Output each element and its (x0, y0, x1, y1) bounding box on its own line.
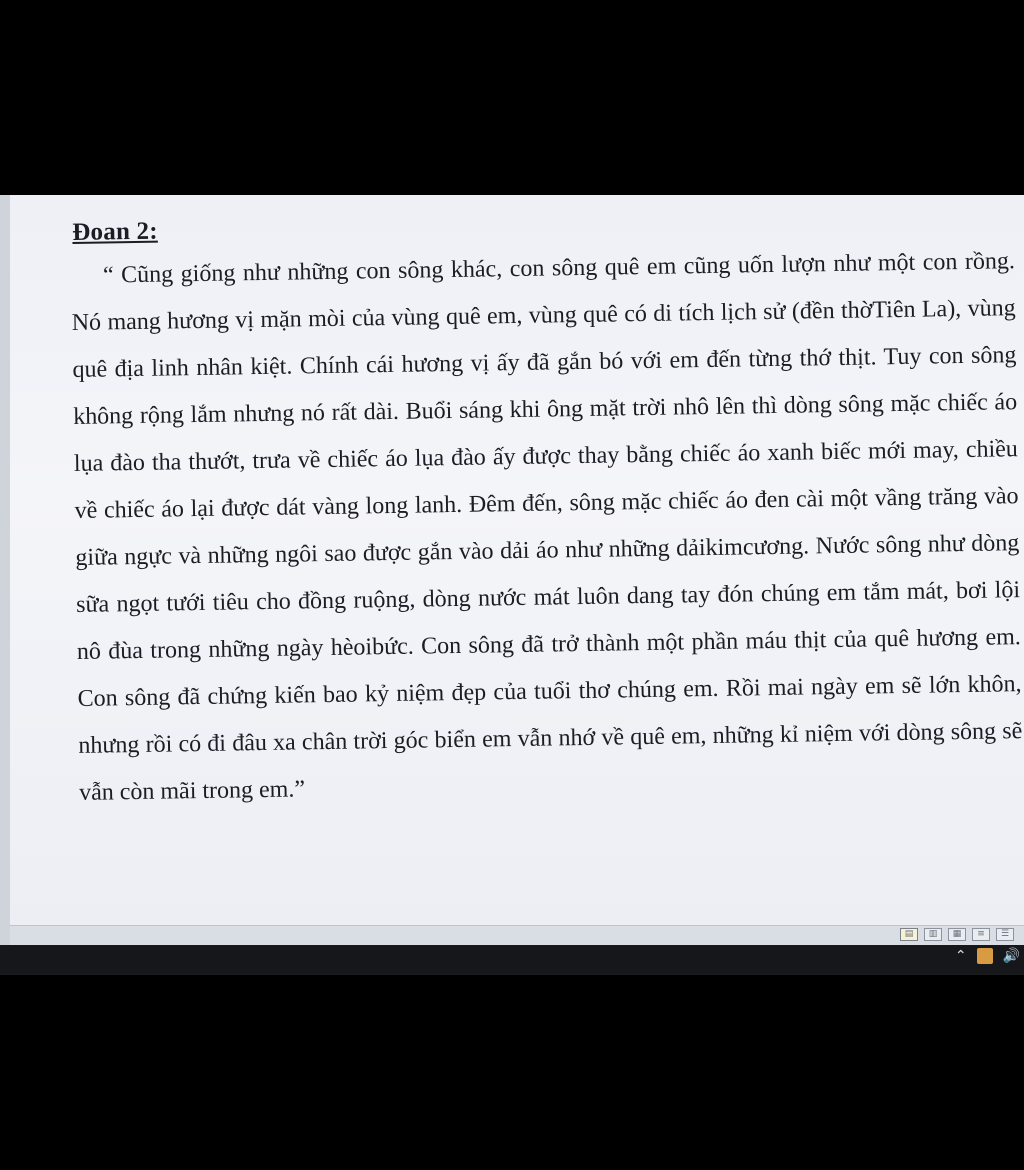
view-buttons (900, 928, 1014, 941)
web-layout-icon[interactable]: ▦ (948, 928, 966, 941)
monitor-screen (0, 195, 1024, 975)
body-paragraph: “ Cũng giống như những con sông khác, con sông quê em cũng uốn lượn như một con rồng. Nó mang hương vị mặn mòi của vùng quê em, vùng quê có di tích lịch sử (đền thờTiên La), vùng quê địa linh nhân kiệt. Chính cái hương vị ấy đã gắn bó với em đến từng thớ thịt. Tuy con sông không rộng lắm nhưng nó rất dài. Buổi sáng khi ông mặt trời nhô lên thì dòng sông mặc chiếc áo lụa đào tha thướt, trưa về chiếc áo lụa đào ấy được thay bằng chiếc áo xanh biếc mới may, chiều về chiếc áo lại được dát vàng long lanh. Đêm đến, sông mặc chiếc áo đen cài một vầng trăng vào giữa ngực và những ngôi sao được gắn vào dải áo như những dảikimcương. Nước sông như dòng sữa ngọt tưới tiêu cho đồng ruộng, dòng nước mát luôn dang tay đón chúng em tắm mát, bơi lội nô đùa trong những ngày hèoibức. Con sông đã trở thành một phần máu thịt của quê hương em. Con sông đã chứng kiến bao kỷ niệm đẹp của tuổi thơ chúng em. Rồi mai ngày em sẽ lớn khôn, nhưng rồi có đi đâu xa chân trời góc biển em vẫn nhớ về quê em, những kỉ niệm với dòng sông sẽ vẫn còn mãi trong em.” (71, 248, 1023, 806)
draft-icon[interactable]: ☰ (996, 928, 1014, 941)
print-layout-icon[interactable]: ▤ (900, 928, 918, 941)
document-page[interactable] (10, 195, 1024, 943)
taskbar (0, 945, 1024, 973)
status-bar (10, 925, 1024, 946)
outline-icon[interactable]: ≡ (972, 928, 990, 941)
window-left-edge (0, 195, 10, 945)
tray-app-icon[interactable] (977, 948, 993, 964)
document-body[interactable] (70, 198, 1024, 817)
chevron-up-icon[interactable]: ⌃ (954, 948, 967, 964)
speaker-icon[interactable]: 🔊 (1002, 948, 1020, 964)
section-heading: Đoan 2: (72, 217, 158, 246)
full-screen-reading-icon[interactable]: ▥ (924, 928, 942, 941)
system-tray (955, 948, 1020, 964)
